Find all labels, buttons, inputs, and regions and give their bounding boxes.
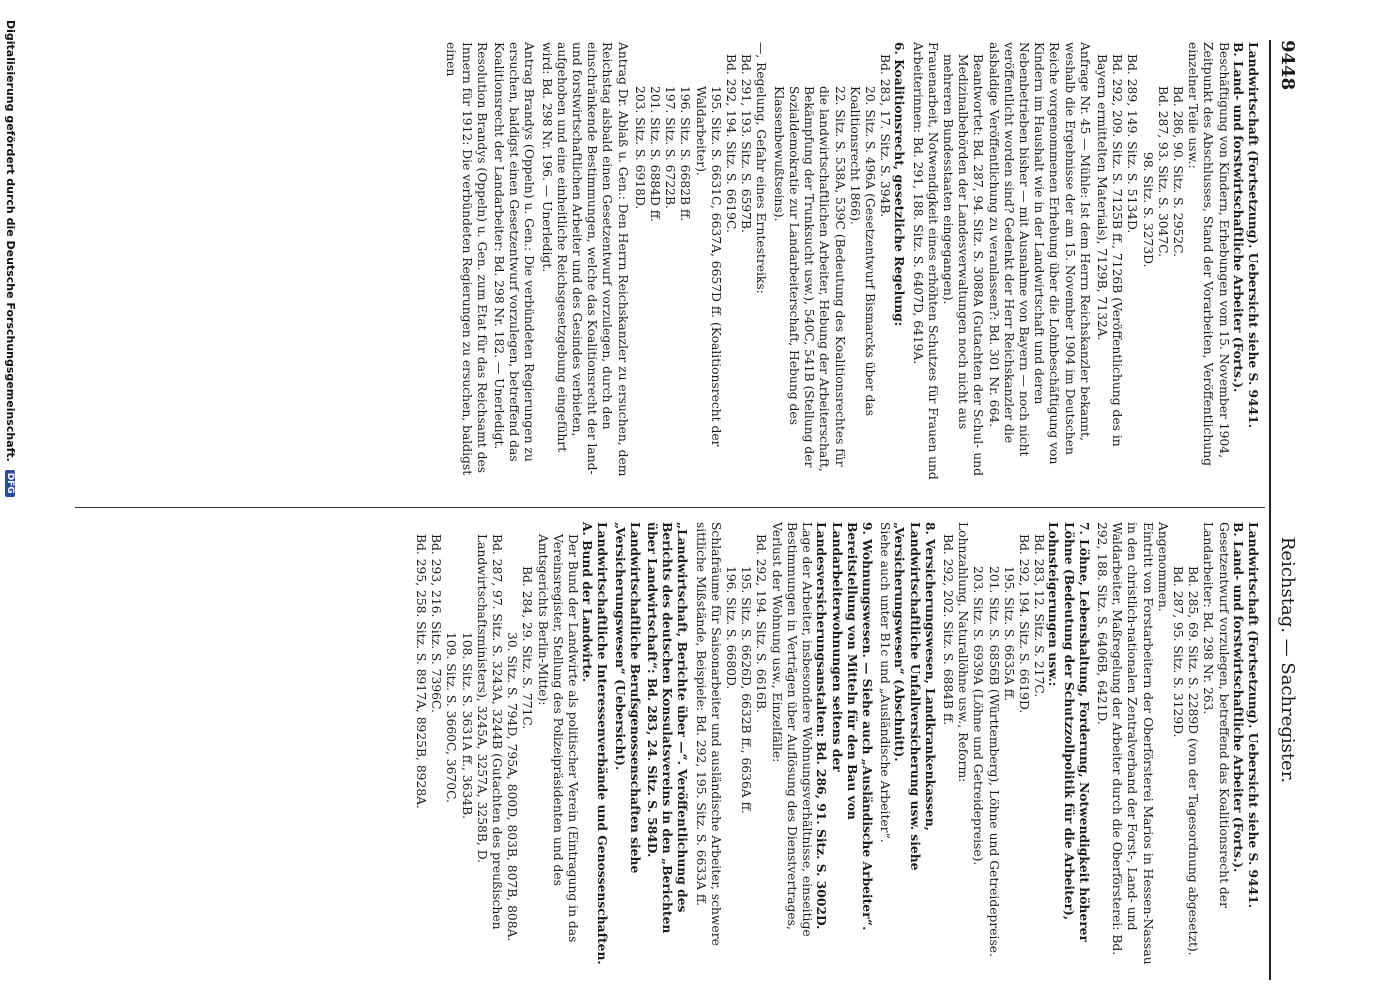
left-column-entry: 197. Sitz. S. 6722B. [663,86,678,209]
right-column-entry: 201. Sitz. S. 6856B (Württemberg), Löhne und Getreidepreise. [986,566,1001,957]
right-column-entry: Bd. 285, 69. Sitz. S. 2289D (von der Tagesordnung abgesetzt). [1186,566,1201,956]
right-column-entry: Bd. 287, 97. Sitz. S. 3243A, 3244B (Gutachten des preußischen Landwirtschaftsministers), 3245A, 3257A, 3258B, D. [474,534,505,934]
right-column-entry: Angenommen. [1155,522,1170,612]
left-column-entry: —, Regelung, Gefahr eines Erntestreiks: [754,42,769,294]
right-column-entry: Siehe auch unter B1c und „Ausländische Arbeiter“. [878,522,893,843]
left-column-entry: Frauenarbeit, Notwendigkeit eines erhöhten Schutzes für Frauen und Arbeiterinnen: Bd. 291, 188. Sitz. S. 6407D, 6419A. [910,42,940,484]
right-column-entry: „Landwirtschaft, Berichte über —“. Veröffentlichung des Berichts des deutschen Konsulatsvereins in den „Berichten über Landwirtschaft“: Bd. 283, 24. Sitz. S. 584D. [645,522,691,938]
right-column-entry: Landwirtschaftliche Interessenverbände und Genossenschaften. [595,522,611,965]
left-column-entry: 6. Koalitionsrecht, gesetzliche Regelung: [892,42,908,327]
left-column-entry: Bd. 289, 149. Sitz. S. 5134D. [1125,54,1140,234]
column-divider [75,507,1265,508]
right-column-entry: Eintritt von Forstarbeitern der Oberförsterei Marios in Hessen-Nassau in den christlich-nationalen Zentralverband der Forst-, Land- und Waldarbeiter, Maßregelung der Arbeiter durch die Oberförsterei: Bd. 292, 188. Sitz. S. 6406B, 6421D. [1094,522,1155,969]
right-column-entry: 196. Sitz. S. 6680D. [724,566,739,690]
digitization-credit [4,20,17,1000]
right-column-entry: 30. Sitz. S. 794D, 795A, 800D, 803B, 807B, 808A. [505,632,520,942]
credit-text: Digitalisierung gefördert durch die Deutsche Forschungsgemeinschaft. [4,20,17,462]
right-column-entry: 109. Sitz. S. 3660C, 3670C. [444,632,459,803]
right-column-entry: Landwirtschaftliche Berufsgenossenschaften siehe „Versicherungswesen“ (Uebersicht). [612,522,643,878]
right-column-entry: Bd. 293, 216. Sitz. S. 7396C. [429,534,444,713]
right-column-entry: Bd. 295, 258. Sitz. S. 8917A, 8925B, 8928A. [414,534,429,809]
left-column-entry: Bd. 287, 93. Sitz. S. 3047C. [1155,86,1170,258]
left-column-entry: Anfrage Nr. 45 — Mühle: Ist dem Herrn Reichskanzler bekannt, weshalb die Ergebnisse der am 15. November 1904 im Deutschen Reiche vorgenommenen Erhebung über die Lohnbeschäftigung von Kindern im Haushalt wie in der Landwirtschaft und deren Nebenbetrieben bisher — mit Ausnahme von Bayern — noch nicht veröffentlicht worden sind? Gedenkt der Herr Reichskanzler die alsbaldige Veröffentlichung zu veranlassen?: Bd. 301 Nr. 664. [986,42,1092,469]
left-column-entry: Antrag Dr. Ablaß u. Gen.: Den Herrn Reichskanzler zu ersuchen, dem Reichstag alsbald einen Gesetzentwurf vorzulegen, durch den einschränkende Bestimmungen, welche das Koalitionsrecht der land- und forstwirtschaftlichen Arbeiter und des Gesindes verbieten, aufgehoben und eine einheitliche Reichsgesetzgebung eingeführt wird: Bd. 298 Nr. 196. — Unerledigt. [539,42,630,481]
left-column-entry: Bd. 286, 90. Sitz. S. 2952C. [1170,86,1185,258]
left-column-entry: Resolution Brandys (Oppeln) u. Gen. zum Etat für das Reichsamt des Innern für 1912: Die verbündeten Regierungen zu ersuchen, baldigst einen [444,42,489,480]
right-column-entry: 108. Sitz. S. 3631A ff., 3634B. [459,632,474,820]
left-column-entry: Bd. 292, 194. Sitz. S. 6619C. [724,54,739,233]
left-column-entry: 98. Sitz. S. 3273D. [1140,152,1155,268]
left-column-entry: Beantwortet: Bd. 287, 94. Sitz. S. 3088A (Gutachten der Schul- und Medizinalbehörden der Landesverwaltungen noch nicht aus mehreren Bundesstaaten eingegangen). [940,54,986,480]
left-column-entry: Bd. 292, 209. Sitz. S. 7125B ff., 7126B (Veröffentlichung des in Bayern ermittelten Materials), 7129B, 7132A. [1094,54,1125,451]
left-column-entry: Antrag Brandys (Oppeln) u. Gen.: Die verbündeten Regierungen zu ersuchen, baldigst einen Gesetzentwurf vorzulegen, betreffend das Koalitionsrecht der Landarbeiter: Bd. 298 Nr. 182. — Unerledigt. [492,42,537,466]
left-column-entry: Bd. 283, 17. Sitz. S. 394B. [878,54,893,218]
right-column-entry: Landwirtschaft (Fortsetzung). Uebersicht siehe S. 9441. [1246,522,1261,909]
right-column-entry: Der Bund der Landwirte als politischer Verein (Eintragung in das Vereinsregister, Stellung des Polizeipräsidenten und des Amtsgerichts Berlin-Mitte): [535,534,581,947]
right-column-entry: 8. Versicherungswesen, Landkrankenkassen, Landwirtschaftliche Unfallversicherung usw. siehe „Versicherungswesen“ (Abschnitt). [892,522,938,875]
right-column-entry: Bd. 287, 95. Sitz. S. 3129D. [1170,566,1185,738]
right-column-entry: Bd. 292, 202. Sitz. S. 6884B ff. [940,534,955,726]
right-column-entry: Schlafräume für Saisonarbeiter und ausländische Arbeiter, schwere sittliche Mißstände, Beispiele: Bd. 292, 195. Sitz. S. 6633A ff. [693,522,723,950]
header-rule [1269,40,1271,980]
left-column-entry: 20. Sitz. S. 496A (Gesetzentwurf Bismarcks über das Koalitionsrecht 1866). [847,86,877,420]
dfg-logo: DFG [5,470,15,497]
right-column-entry: 9. Wohnungswesen. — Siehe auch „Ausländische Arbeiter“. Bereitstellung von Mitteln für den Bau von Landarbeiterwohnungen seitens der Landesversicherungsanstalten: Bd. 286, 91. Sitz. S. 3002D. [814,522,875,935]
left-column-entry: 196. Sitz. S. 6682B ff. [678,86,693,222]
left-column-entry: Bd. 291, 193. Sitz. S. 6597B. [739,54,754,233]
right-column-entry: Lage der Arbeiter, insbesondere Wohnungsverhältnisse, einseitige Bestimmungen in Verträgen über Auflösung des Dienstvertrages, Verlust der Wohnung usw., Einzelfälle: [769,522,815,941]
left-column-entry: 22. Sitz. S. 538A, 539C (Bedeutung des Koalitionsrechtes für die landwirtschaftlichen Arbeiter, Hebung der Arbeiterschaft, Bekämpfung der Trunksucht usw.), 540C, 541B (Stellung der Sozialdemokratie zur Landarbeiterschaft, Hebung des Klassenbewußtseins). [771,86,847,476]
left-column-entry: 203. Sitz. S. 6918D. [632,86,647,210]
left-column-entry: Beschäftigung von Kindern, Erhebungen vom 15. November 1904, Zeitpunkt des Abschlusses, Stand der Vorarbeiten, Veröffentlichung einzelner Teile usw.: [1186,42,1231,470]
right-column-entry: Lohnzahlung, Naturallöhne usw., Reform: [956,522,971,783]
left-column-entry: 195. Sitz. S. 6631C, 6637A, 6657D ff. (Koalitionsrecht der Waldarbeiter). [693,86,723,451]
right-column-entry: Bd. 284, 29. Sitz. S. 771C. [520,566,535,730]
right-column-entry: Bd. 292, 194. Sitz. S. 6616B. [754,534,769,713]
right-column-entry: 195. Sitz. S. 6626D, 6632B ff., 6636A ff. [739,566,754,814]
left-column [443,42,1261,487]
running-title: Reichstag. — Sachregister. [1277,536,1298,784]
right-column-entry: 203. Sitz. S. 6939A (Löhne und Getreidepreise). [971,566,986,866]
left-column-entry: 201. Sitz. S. 6884D ff. [648,86,663,222]
right-column-entry: Bd. 283, 12. Sitz. S. 217C. [1032,534,1047,698]
left-column-entry: B. Land- und forstwirtschaftliche Arbeiter (Forts.). [1230,42,1246,393]
right-column [413,522,1261,967]
page-number: 9448 [1277,40,1298,91]
right-column-entry: Bd. 292, 194. Sitz. S. 6619D. [1016,534,1031,714]
left-column-entry: Landwirtschaft (Fortsetzung). Uebersicht siehe S. 9441. [1246,42,1261,429]
right-column-entry: 195. Sitz. S. 6635A ff. [1001,566,1016,701]
right-column-entry: B. Land- und forstwirtschaftliche Arbeiter (Forts.). [1230,522,1246,873]
right-column-entry: A. Bund der Landwirte. [580,522,596,683]
right-column-entry: 7. Löhne, Lebenshaltung, Forderung, Notwendigkeit höherer Löhne (Bedeutung der Schutzzollpolitik für die Arbeiter), Lohnsteigerungen usw.: [1046,522,1092,947]
right-column-entry: Gesetzentwurf vorzulegen, betreffend das Koalitionsrecht der Landarbeiter: Bd. 298 Nr. 263. [1201,522,1231,912]
